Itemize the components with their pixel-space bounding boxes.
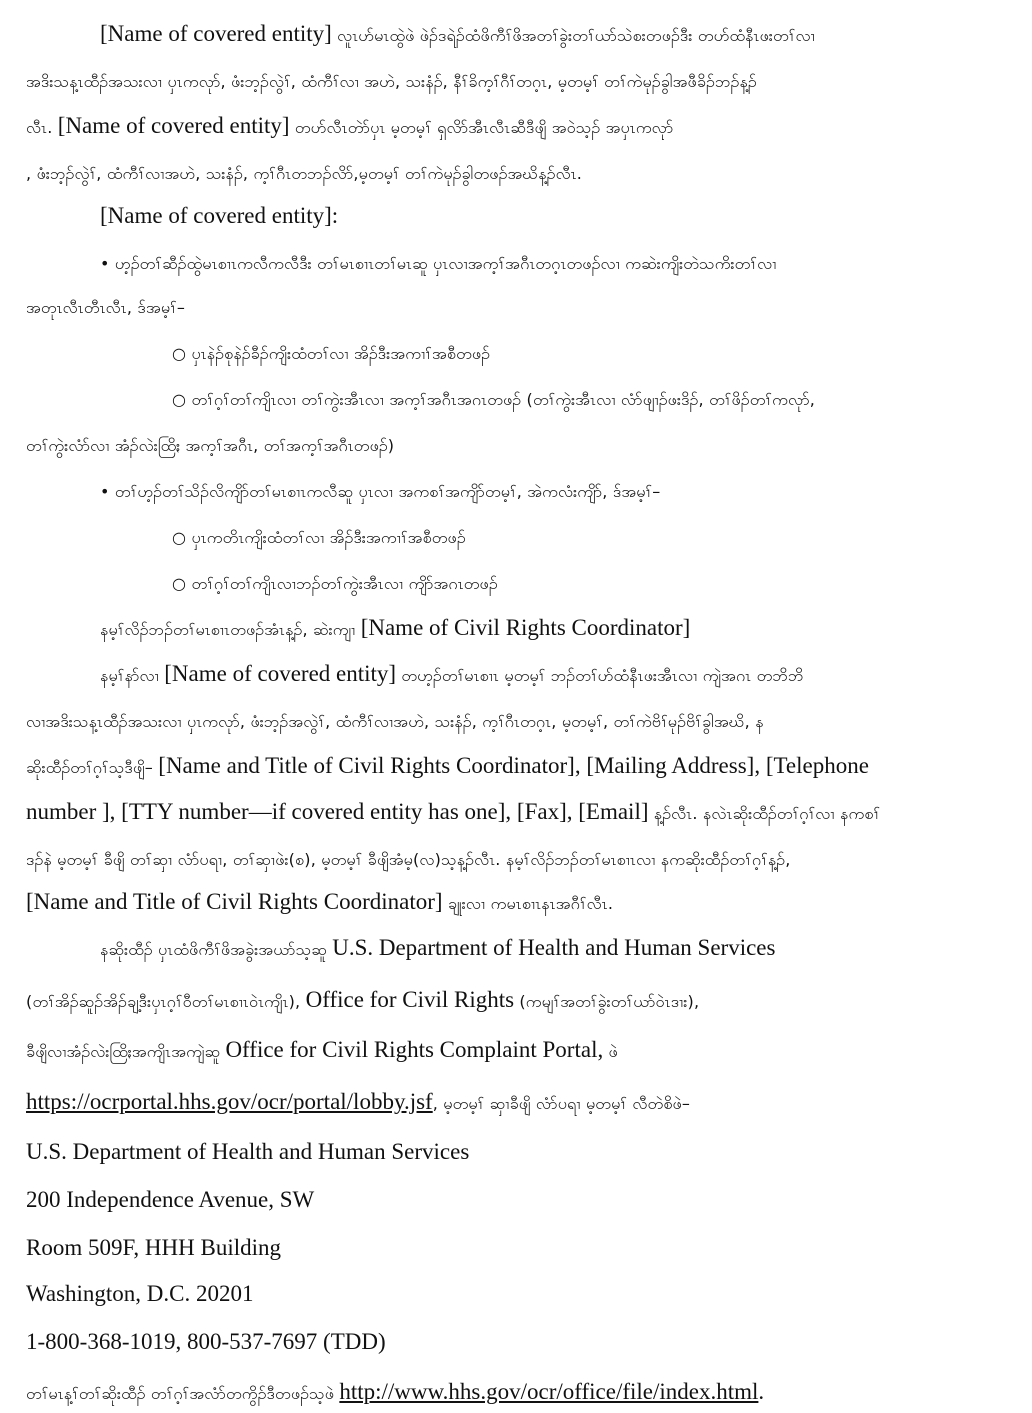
p4-line-1 bbox=[100, 658, 804, 692]
address-line-2: 200 Independence Avenue, SW bbox=[26, 1187, 315, 1212]
p4-line-2 bbox=[26, 704, 764, 738]
ocr-portal-name: Office for Civil Rights Complaint Portal, bbox=[225, 1037, 604, 1062]
p1-line-1 bbox=[100, 18, 815, 52]
bullet-text: • တၢ်ဟ့ၣ်တၢ်သိၣ်လိကျိာ်တၢ်မၤစၢၤကလီဆူ ပှၤလၢ အကစၢ်အကျိာ်တမ့ၢ်, အဲကလံးကျိာ်, ဒ်အမ့ၢ်– bbox=[100, 482, 661, 501]
p4-text: နမ့ၢ်နာ်လၢ bbox=[100, 666, 165, 685]
sub-bullet-text: တၢ်ကွဲးလံာ်လၢ အံၣ်လဲးထြိႏ အက့ၢ်အဂီၤ, တၢ်အက့ၢ်အဂီၤတဖၣ်) bbox=[26, 436, 395, 455]
p2-heading bbox=[100, 200, 338, 232]
p5-line-4 bbox=[26, 1086, 690, 1120]
p5-text: ဖဲ bbox=[603, 1042, 618, 1061]
p4-line-3 bbox=[26, 750, 869, 784]
bullet-text: အတုၤလီၤတီၤလီၤ, ဒ်အမ့ၢ်– bbox=[26, 298, 186, 317]
sub-bullet-3 bbox=[172, 520, 466, 554]
p3-text: နမ့ၢ်လိၣ်ဘၣ်တၢ်မၤစၢၤတဖၣ်အံၤန့ၣ်, ဆဲးကျၢ bbox=[100, 620, 361, 639]
contact-placeholders: [Name and Title of Civil Rights Coordinator], [Mailing Address], [Telephone bbox=[158, 753, 869, 778]
p4-line-6 bbox=[26, 886, 613, 920]
p1-line-4 bbox=[26, 156, 582, 190]
address-line-3: Room 509F, HHH Building bbox=[26, 1235, 282, 1260]
ocr-name: Office for Civil Rights bbox=[305, 987, 515, 1012]
p1-text: လီၤ. bbox=[26, 118, 58, 137]
sub-bullet-4 bbox=[172, 566, 498, 600]
p4-text: ဆိုးထီၣ်တၢ်ဂ့ၢ်သ့ဒီဖျိ– bbox=[26, 758, 159, 777]
sub-bullet-2-cont bbox=[26, 428, 394, 462]
p5-text: (ကမျၢ်အတၢ်ခွဲးတၢ်ယာ်ဝဲၤဒၢး), bbox=[514, 992, 700, 1011]
p5-text: နဆိုးထီၣ် ပှၤထံဖိကီၢ်ဖိအခွဲးအယာ်သ့ဆူ bbox=[100, 940, 333, 959]
p4-text: လၢအဒိးသန့ၤထီၣ်အသးလၢ ပှၤကလုာ်, ဖံးဘ့ၣ်အလွဲၢ်, ထံကီၢ်လၢအဟဲ, သးနံၣ်, က့ၢ်ဂီၤတဂ့ၤ, မ့တမ့ၢ်, တၢ်ကဲဗိၢ်မုၣ်ဗိၢ်ခွါအဃိ, န bbox=[26, 712, 764, 731]
sub-bullet-text: ○ ပှၤကတိၤကျိးထံတၢ်လၢ အိၣ်ဒီးအကၢၢ်အစီတဖၣ် bbox=[172, 528, 466, 547]
p5-text: ခီဖျိလၢအံၣ်လဲးထြိႏအကျိၤအကျဲဆူ bbox=[26, 1042, 226, 1061]
p5-text: , မ့တမ့ၢ် ဆှၢခီဖျိ လံာ်ပရၢ မ့တမ့ၢ် လီတဲစိဖဲ– bbox=[432, 1094, 691, 1113]
complaint-forms-link[interactable]: http://www.hhs.gov/ocr/office/file/index.html bbox=[339, 1379, 759, 1404]
p4-text: န့ၣ်လီၤ. နလဲၤဆိုးထီၣ်တၢ်ဂ့ၢ်လၢ နကစၢ် bbox=[648, 804, 881, 823]
bullet-2 bbox=[100, 474, 660, 508]
coordinator-placeholder: [Name and Title of Civil Rights Coordinator] bbox=[26, 889, 443, 914]
address-line-4: Washington, D.C. 20201 bbox=[26, 1281, 254, 1306]
covered-entity-placeholder: [Name of covered entity] bbox=[100, 21, 332, 46]
p5-line-2 bbox=[26, 984, 699, 1018]
sub-bullet-text: ○ ပှၤနဲၣ်စုနဲၣ်ခီၣ်ကျိးထံတၢ်လၢ အိၣ်ဒီးအကၢၢ်အစီတဖၣ် bbox=[172, 344, 491, 363]
bullet-text: • ဟ့ၣ်တၢ်ဆီၣ်ထွဲမၤစၢၤကလီကလီဒီး တၢ်မၤစၢၤတၢ်မၤဆူ ပှၤလၢအက့ၢ်အဂီၤတဂ့ၤတဖၣ်လၢ ကဆဲးကျိးတဲသကိးတၢ်လၢ bbox=[100, 254, 777, 273]
p4-line-5 bbox=[26, 842, 791, 876]
sub-bullet-2 bbox=[172, 382, 815, 416]
p1-line-2 bbox=[26, 64, 757, 98]
p1-text: , ဖံးဘ့ၣ်လွဲၢ်, ထံကီၢ်လၢအဟဲ, သးနံၣ်, က့ၢ်ဂီၤတဘၣ်လိာ်,မ့တမ့ၢ် တၢ်ကဲမုၣ်ခွါတဖၣ်အဃိန့ၣ်လီၤ. bbox=[26, 164, 583, 183]
p5-line-1 bbox=[100, 932, 775, 966]
contact-placeholders: number ], [TTY number—if covered entity has one], [Fax], [Email] bbox=[26, 799, 649, 824]
bullet-1-cont bbox=[26, 290, 185, 324]
covered-entity-placeholder: [Name of covered entity] bbox=[57, 113, 290, 138]
ocr-portal-link[interactable]: https://ocrportal.hhs.gov/ocr/portal/lobby.jsf bbox=[26, 1089, 433, 1114]
covered-entity-placeholder: [Name of covered entity] bbox=[164, 661, 397, 686]
p1-line-3 bbox=[26, 110, 673, 144]
footer-text: တၢ်မၤန့ၢ်တၢ်ဆိုးထီၣ် တၢ်ဂ့ၢ်အလံာ်တကွိၣ်ဒီတဖၣ်သ့ဖဲ bbox=[26, 1384, 340, 1403]
footer-period: . bbox=[758, 1379, 765, 1404]
p4-text: တဟ့ၣ်တၢ်မၤစၢၤ မ့တမ့ၢ် ဘၣ်တၢ်ဟ်ထံနီၤဖးအီၤလၢ ကျဲအဂၤ တဘိဘိ bbox=[396, 666, 804, 685]
p3-line-1 bbox=[100, 612, 690, 646]
phone-line: 1-800-368-1019, 800-537-7697 (TDD) bbox=[26, 1329, 386, 1354]
sub-bullet-1 bbox=[172, 336, 490, 370]
bullet-1 bbox=[100, 246, 777, 280]
p5-text: (တၢ်အိၣ်ဆူၣ်အိၣ်ချ့ဒီးပှၤဂ့ၢ်ဝီတၢ်မၤစၢၤဝဲၤကျိၤ), bbox=[26, 992, 306, 1011]
p4-text: ချုးလၢ ကမၤစၢၤနၤအဂီၢ်လီၤ. bbox=[442, 894, 614, 913]
hhs-name: U.S. Department of Health and Human Services bbox=[332, 935, 776, 960]
p5-line-3 bbox=[26, 1034, 618, 1068]
coordinator-placeholder: [Name of Civil Rights Coordinator] bbox=[360, 615, 691, 640]
address-line-1: U.S. Department of Health and Human Services bbox=[26, 1139, 470, 1164]
complaint-forms-line bbox=[26, 1376, 764, 1410]
p1-text: အဒိးသန့ၤထီၣ်အသးလၢ ပှၤကလုာ်, ဖံးဘ့ၣ်လွဲၢ်, ထံကီၢ်လၢ အဟဲ, သးနံၣ်, နီၢ်ခိက့ၢ်ဂီၢ်တဂ့ၤ, မ့တမ့ၢ် တၢ်ကဲမုၣ်ခွါအဖီခိၣ်ဘၣ်န့ၣ် bbox=[26, 72, 757, 91]
covered-entity-placeholder: [Name of covered entity]: bbox=[100, 203, 339, 228]
p4-text: ဒၣ်နဲ မ့တမ့ၢ် ခီဖျိ တၢ်ဆှၢ လံာ်ပရၢ, တၢ်ဆှၢဖဲး(စ), မ့တမ့ၢ် ခီဖျိအံမ့(လ)သ့န့ၣ်လီၤ. နမ့ၢ်လိၣ်ဘၣ်တၢ်မၤစၢၤလၢ နကဆိုးထီၣ်တၢ်ဂ့ၢ်န့ၣ်, bbox=[26, 850, 791, 869]
p1-text: လူၤဟ်မၤထွဲဖဲ ဖဲၣ်ဒရဲၣ်ထံဖိကီၢ်ဖိအတၢ်ခွဲးတၢ်ယာ်သဲစးတဖၣ်ဒီး တဟ်ထံနီၤဖးတၢ်လၢ bbox=[331, 26, 815, 45]
sub-bullet-text: ○ တၢ်ဂ့ၢ်တၢ်ကျိၤလၢ တၢ်ကွဲးအီၤလၢ အက့ၢ်အဂီၤအဂၤတဖၣ် (တၢ်ကွဲးအီၤလၢ လံာ်ဖျၢၣ်ဖးဒိၣ်, တၢ်ဖိၣ်တၢ်ကလုာ်, bbox=[172, 390, 816, 409]
sub-bullet-text: ○ တၢ်ဂ့ၢ်တၢ်ကျိၤလၢဘၣ်တၢ်ကွဲးအီၤလၢ ကျိာ်အဂၤတဖၣ် bbox=[172, 574, 498, 593]
p1-text: တဟ်လီၤတဲာ်ပှၤ မ့တမ့ၢ် ရှလိာ်အီၤလီၤဆီဒီဖျိ အဝဲသ့ၣ် အပှၤကလုာ် bbox=[289, 118, 674, 137]
p4-line-4 bbox=[26, 796, 880, 830]
